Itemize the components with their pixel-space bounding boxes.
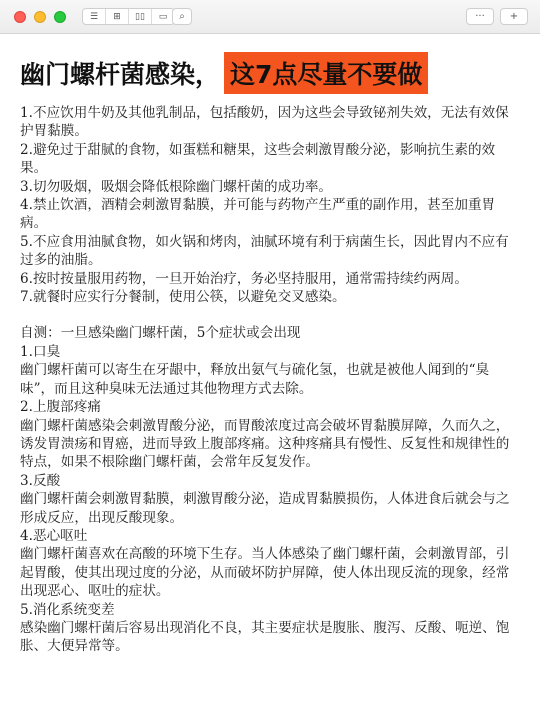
symptom-heading: 4.恶心呕吐 [20,527,88,544]
symptom-heading: 5.消化系统变差 [20,601,115,618]
rule-item: 1.不应饮用牛奶及其他乳制品，包括酸奶，因为这些会导致铋剂失效，无法有效保护胃黏膜。 [20,105,509,140]
symptom-heading: 1.口臭 [20,343,61,360]
zoom-window-button[interactable] [54,11,66,23]
article-body [20,104,522,656]
rule-item: 7.就餐时应实行分餐制，使用公筷，以避免交叉感染。 [20,289,346,306]
symptom-text: 幽门螺杆菌可以寄生在牙龈中，释放出氨气与硫化氢，也就是被他人闻到的“臭味”，而且这种臭味无法通过其他物理方式去除。 [20,362,490,397]
symptom-heading: 3.反酸 [20,472,61,489]
page-title [20,52,530,94]
symptom-heading: 2.上腹部疼痛 [20,399,101,416]
section-spacer [20,306,522,324]
rule-item: 6.按时按量服用药物，一旦开始治疗，务必坚持服用，通常需持续约两周。 [20,270,468,287]
grid-view-icon[interactable]: ⊞ [106,9,129,24]
symptom-text: 幽门螺杆菌喜欢在高酸的环境下生存。当人体感染了幽门螺杆菌，会刺激胃部，引起胃酸，使其出现过度的分泌，从而破坏防护屏障，使人体出现反流的现象，经常出现恶心、呕吐的症状。 [20,546,510,600]
gallery-view-icon[interactable]: ▭ [158,11,168,22]
search-icon[interactable]: ⌕ [172,8,192,25]
rule-item: 2.避免过于甜腻的食物，如蛋糕和糖果，这些会刺激胃酸分泌，影响抗生素的效果。 [20,141,496,177]
minimize-window-button[interactable] [34,11,46,23]
selftest-intro: 自测：一旦感染幽门螺杆菌，5个症状或会出现 [20,325,301,342]
symptom-text: 感染幽门螺杆菌后容易出现消化不良，其主要症状是腹胀、腹泻、反酸、呃逆、饱胀、大便异常等。 [20,619,510,655]
rule-item: 4.禁止饮酒，酒精会刺激胃黏膜，并可能与药物产生严重的副作用，甚至加重胃病。 [20,197,496,232]
title-main: 幽门螺杆菌感染， [20,60,221,89]
list-view-icon[interactable]: ☰ [83,9,106,24]
more-options-icon[interactable]: ··· [466,8,494,25]
title-highlight: 这7点尽量不要做 [224,52,428,94]
close-window-button[interactable] [14,11,26,23]
book-view-icon[interactable]: ▯▯ [129,9,152,24]
window-toolbar [0,0,540,34]
view-mode-segmented-control [82,8,175,25]
add-icon[interactable]: + [500,8,528,25]
symptom-text: 幽门螺杆菌感染会刺激胃酸分泌，而胃酸浓度过高会破坏胃黏膜屏障，久而久之，诱发胃溃疡和胃癌，进而导致上腹部疼痛。这种疼痛具有慢性、反复性和规律性的特点，如果不根除幽门螺杆菌，会常年反复发作。 [20,417,510,471]
rule-item: 5.不应食用油腻食物，如火锅和烤肉，油腻环境有利于病菌生长，因此胃内不应有过多的油脂。 [20,233,509,269]
symptom-text: 幽门螺杆菌会刺激胃黏膜，刺激胃酸分泌，造成胃黏膜损伤，人体进食后就会与之形成反应，出现反酸现象。 [20,491,510,526]
rule-item: 3.切勿吸烟，吸烟会降低根除幽门螺杆菌的成功率。 [20,178,333,195]
